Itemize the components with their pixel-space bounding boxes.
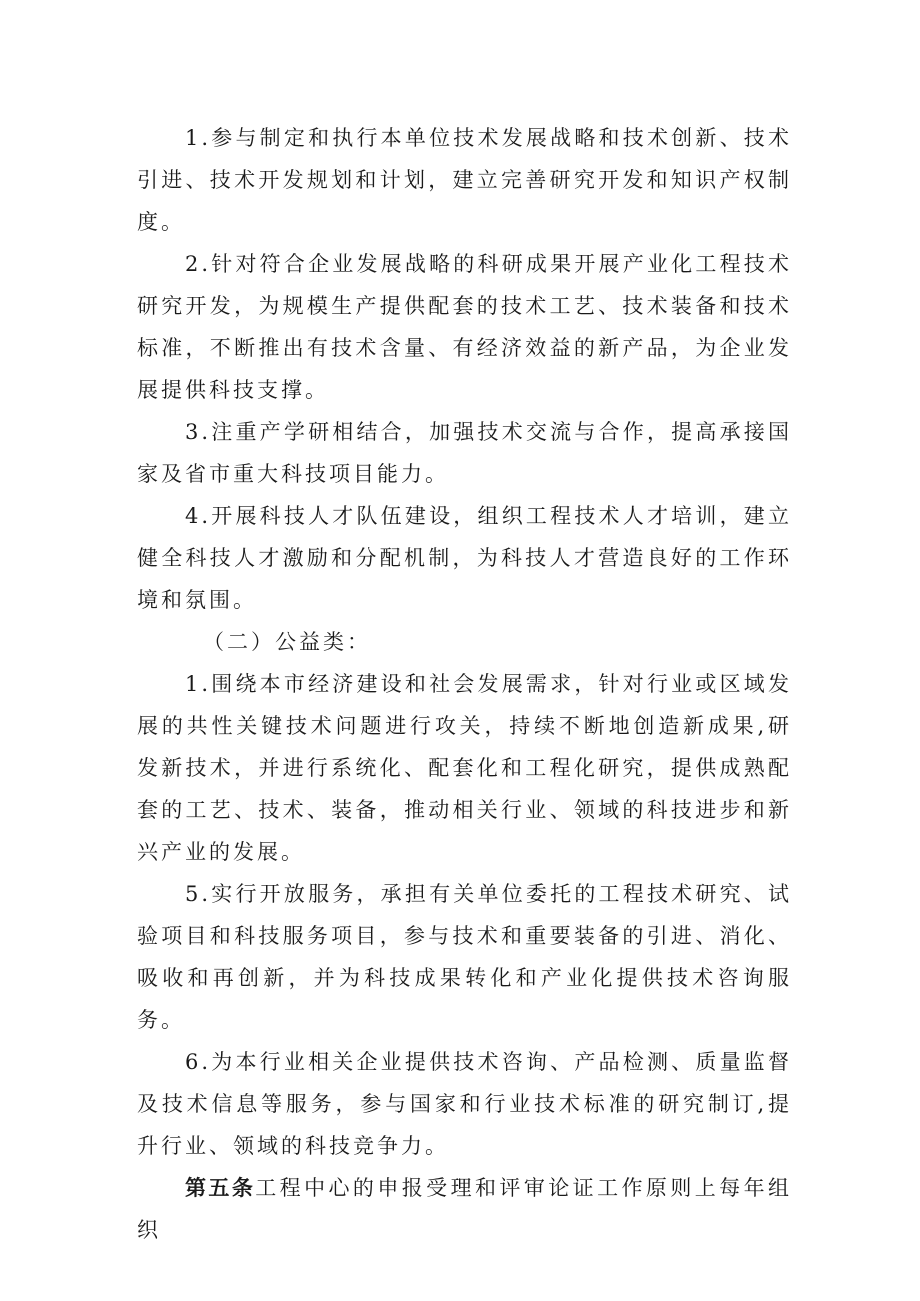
paragraph-public-1: 1.围绕本市经济建设和社会发展需求，针对行业或区域发展的共性关键技术问题进行攻关，持续不断地创造新成果,研发新技术，并进行系统化、配套化和工程化研究，提供成熟配套的工艺、技术、装备，推动相关行业、领域的科技进步和新兴产业的发展。	[137, 672, 792, 864]
paragraph-duty-3: 3.注重产学研相结合，加强技术交流与合作，提高承接国家及省市重大科技项目能力。	[137, 420, 792, 486]
article-5-label: 第五条	[185, 1175, 256, 1200]
article-5-text: 工程中心的申报受理和评审论证工作原则上每年组织	[137, 1176, 792, 1242]
section-heading-public-welfare: （二）公益类：	[203, 630, 371, 654]
paragraph-public-6: 6.为本行业相关企业提供技术咨询、产品检测、质量监督及技术信息等服务，参与国家和行业技术标准的研究制订,提升行业、领域的科技竞争力。	[137, 1050, 792, 1158]
document-body	[137, 117, 792, 1251]
paragraph-public-5: 5.实行开放服务，承担有关单位委托的工程技术研究、试验项目和科技服务项目，参与技术和重要装备的引进、消化、吸收和再创新，并为科技成果转化和产业化提供技术咨询服务。	[137, 882, 792, 1032]
paragraph-article-5	[137, 1167, 792, 1251]
paragraph-duty-4: 4.开展科技人才队伍建设，组织工程技术人才培训，建立健全科技人才激励和分配机制，为科技人才营造良好的工作环境和氛围。	[137, 504, 792, 612]
paragraph-duty-1: 1.参与制定和执行本单位技术发展战略和技术创新、技术引进、技术开发规划和计划，建立完善研究开发和知识产权制度。	[137, 126, 792, 234]
paragraph-duty-2: 2.针对符合企业发展战略的科研成果开展产业化工程技术研究开发，为规模生产提供配套的技术工艺、技术装备和技术标准，不断推出有技术含量、有经济效益的新产品，为企业发展提供科技支撑。	[137, 252, 792, 402]
